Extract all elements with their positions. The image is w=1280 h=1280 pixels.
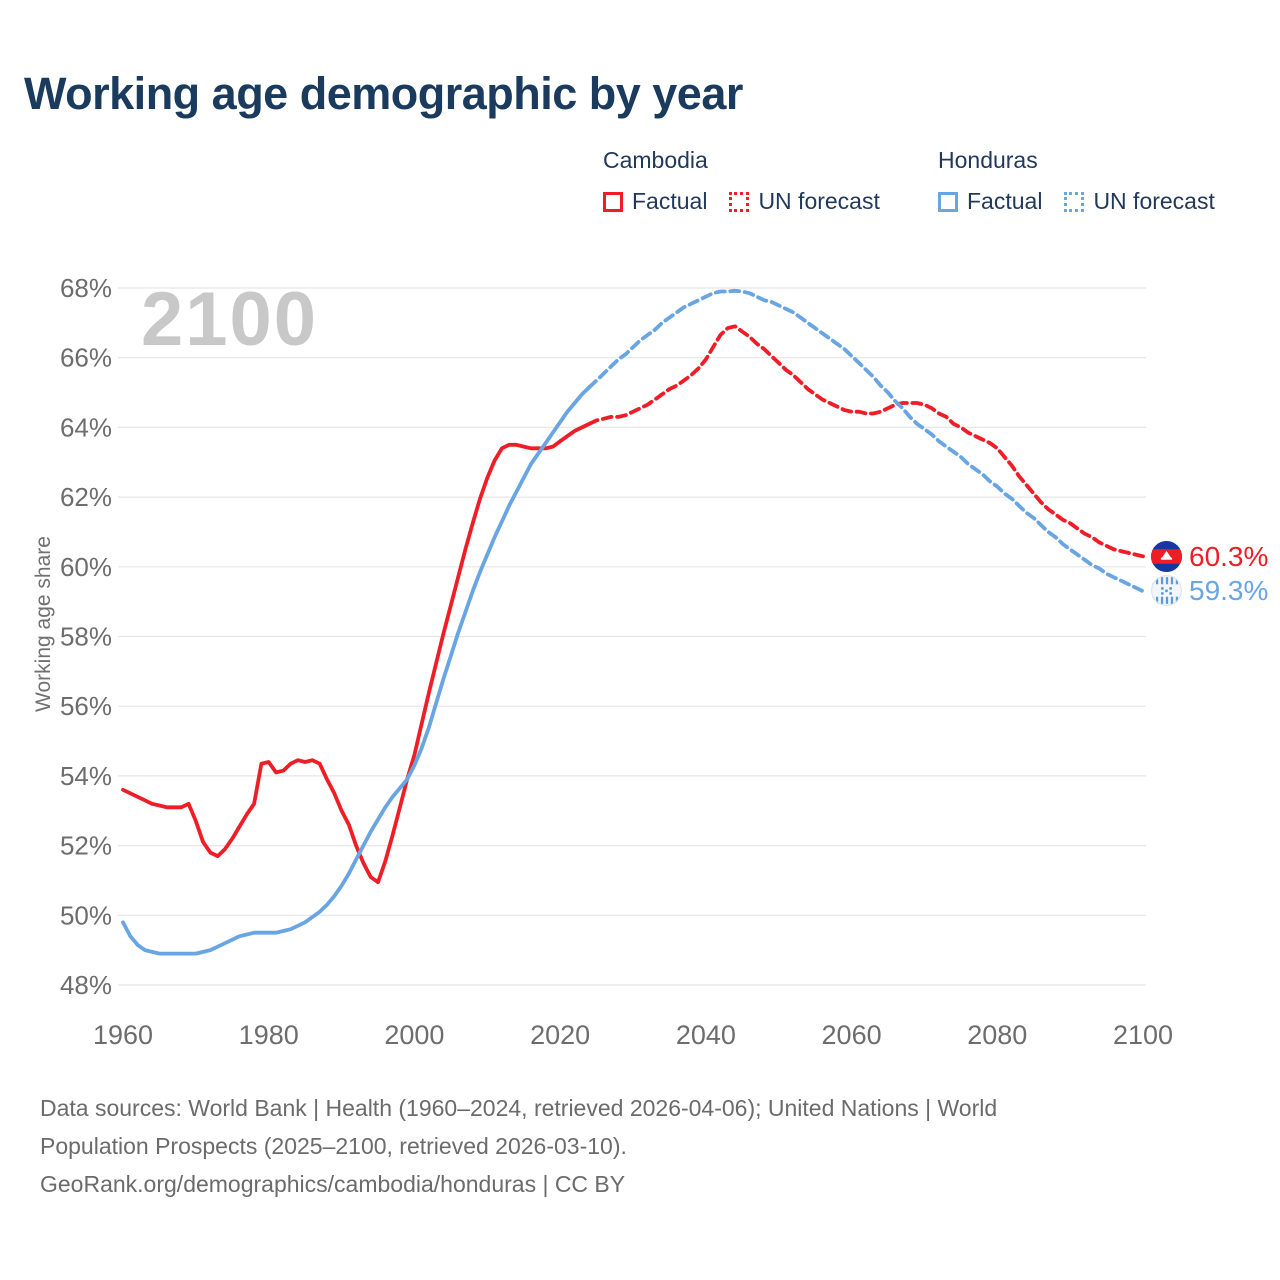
- y-tick-label: 62%: [59, 482, 112, 513]
- data-sources-footer: [40, 1089, 1200, 1203]
- series-path-honduras-forecast: [589, 291, 1143, 591]
- x-tick-label: 2000: [384, 1020, 445, 1050]
- legend-country-cambodia: Cambodia: [603, 147, 708, 173]
- legend-country-honduras: Honduras: [938, 147, 1038, 173]
- honduras-forecast-swatch-icon[interactable]: [1064, 192, 1084, 212]
- honduras-end-label: [1151, 575, 1268, 606]
- cambodia-end-label: [1151, 541, 1268, 572]
- footer-line-2: Population Prospects (2025–2100, retrieved 2026-03-10).: [40, 1133, 627, 1159]
- y-tick-label: 52%: [59, 830, 112, 861]
- honduras-factual-label[interactable]: Factual: [967, 188, 1043, 214]
- y-tick-label: 54%: [59, 760, 112, 791]
- cambodia-forecast-label[interactable]: UN forecast: [758, 188, 880, 214]
- series-path-cambodia-factual: [123, 424, 589, 882]
- x-tick-label: 2080: [967, 1020, 1028, 1050]
- legend-row-honduras: [938, 188, 1278, 215]
- y-tick-label: 60%: [59, 551, 112, 582]
- cambodia-forecast-swatch-icon[interactable]: [729, 192, 749, 212]
- legend-row-cambodia: [603, 188, 943, 215]
- x-tick-label: 2020: [530, 1020, 591, 1050]
- y-axis-label: Working age share: [32, 536, 55, 712]
- series-path-honduras-factual: [123, 387, 589, 953]
- series-path-cambodia-forecast: [589, 326, 1143, 556]
- cambodia-factual-label[interactable]: Factual: [632, 188, 708, 214]
- year-watermark: 2100: [141, 277, 319, 362]
- honduras-forecast-label[interactable]: UN forecast: [1093, 188, 1215, 214]
- y-tick-label: 66%: [59, 342, 112, 373]
- x-tick-label: 1980: [238, 1020, 299, 1050]
- page-title: Working age demographic by year: [24, 68, 743, 119]
- y-tick-label: 68%: [59, 273, 112, 303]
- footer-line-3[interactable]: GeoRank.org/demographics/cambodia/honduras | CC BY: [40, 1171, 626, 1197]
- cambodia-flag-icon: [1151, 541, 1182, 572]
- honduras-flag-icon: [1151, 575, 1182, 606]
- x-tick-label: 2060: [821, 1020, 882, 1050]
- honduras-factual-swatch-icon[interactable]: [938, 192, 958, 212]
- honduras-end-value: 59.3%: [1189, 574, 1269, 606]
- legend-group-cambodia: [603, 147, 943, 215]
- y-tick-label: 48%: [59, 970, 112, 1000]
- cambodia-factual-swatch-icon[interactable]: [603, 192, 623, 212]
- legend-group-honduras: [938, 147, 1278, 215]
- footer-line-1: Data sources: World Bank | Health (1960–2024, retrieved 2026-04-06); United Nations | World: [40, 1095, 998, 1121]
- y-tick-label: 58%: [59, 621, 112, 652]
- x-tick-label: 2100: [1112, 1020, 1174, 1050]
- y-tick-label: 56%: [59, 691, 112, 722]
- y-tick-label: 64%: [59, 412, 112, 443]
- x-tick-label: 1960: [92, 1020, 154, 1050]
- x-tick-label: 2040: [675, 1020, 736, 1050]
- cambodia-end-value: 60.3%: [1189, 540, 1269, 572]
- y-tick-label: 50%: [59, 900, 112, 931]
